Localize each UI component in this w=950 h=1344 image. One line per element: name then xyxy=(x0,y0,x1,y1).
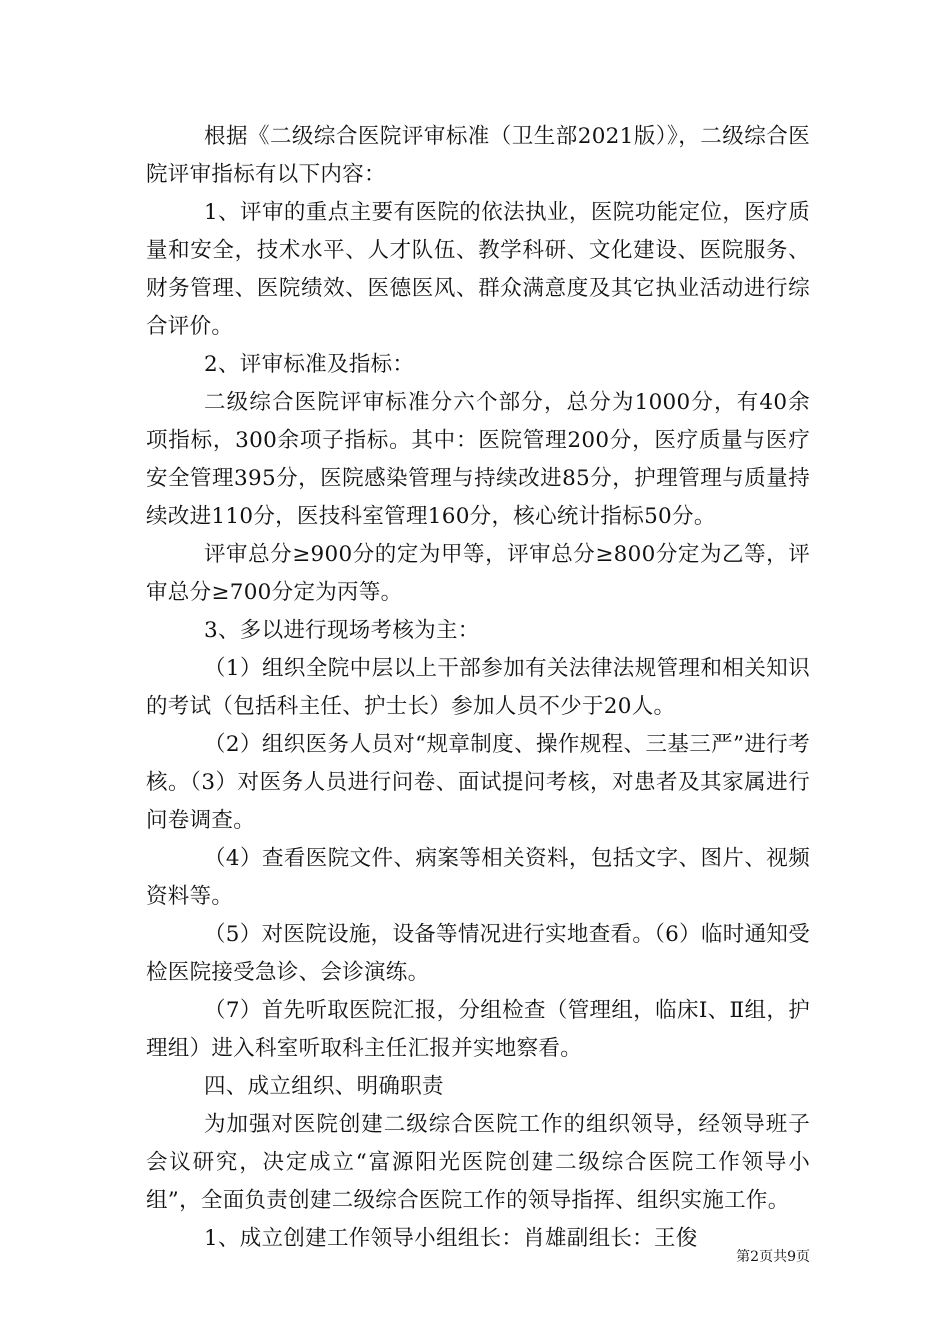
paragraph-intro: 根据《二级综合医院评审标准（卫生部2021版）》，二级综合医院评审指标有以下内容： xyxy=(146,124,810,187)
paragraph-item-5-6: （5）对医院设施，设备等情况进行实地查看。（6）临时通知受检医院接受急诊、会诊演练。 xyxy=(146,922,810,985)
paragraph-item-4: （4）查看医院文件、病案等相关资料，包括文字、图片、视频资料等。 xyxy=(146,846,810,909)
paragraph-standard-scores: 二级综合医院评审标准分六个部分，总分为1000分，有40余项指标，300余项子指标。其中：医院管理200分，医疗质量与医疗安全管理395分，医院感染管理与持续改进85分，护理管理与质量持续改进110分，医技科室管理160分，核心统计指标50分。 xyxy=(146,390,810,529)
section-heading-organization: 四、成立组织、明确职责 xyxy=(204,1074,444,1099)
paragraph-group-members: 1、成立创建工作领导小组组长：肖雄副组长：王俊 xyxy=(204,1226,698,1251)
page-number-footer: 第2页共9页 xyxy=(736,1249,810,1265)
paragraph-item-1: （1）组织全院中层以上干部参加有关法律法规管理和相关知识的考试（包括科主任、护士长）参加人员不少于20人。 xyxy=(146,656,810,719)
paragraph-review-focus: 1、评审的重点主要有医院的依法执业，医院功能定位，医疗质量和安全，技术水平、人才队伍、教学科研、文化建设、医院服务、财务管理、医院绩效、医德医风、群众满意度及其它执业活动进行综合评价。 xyxy=(146,200,810,339)
document-body xyxy=(146,118,810,1258)
paragraph-grade-thresholds: 评审总分≥900分的定为甲等，评审总分≥800分定为乙等，评审总分≥700分定为丙等。 xyxy=(146,542,810,605)
paragraph-onsite-heading: 3、多以进行现场考核为主： xyxy=(204,618,480,643)
paragraph-leadership-group: 为加强对医院创建二级综合医院工作的组织领导，经领导班子会议研究，决定成立“富源阳光医院创建二级综合医院工作领导小组”，全面负责创建二级综合医院工作的领导指挥、组织实施工作。 xyxy=(146,1112,810,1213)
paragraph-item-7: （7）首先听取医院汇报，分组检查（管理组，临床Ⅰ、Ⅱ组，护理组）进入科室听取科主任汇报并实地察看。 xyxy=(146,998,810,1061)
paragraph-item-2-3: （2）组织医务人员对“规章制度、操作规程、三基三严”进行考核。（3）对医务人员进行问卷、面试提问考核，对患者及其家属进行问卷调查。 xyxy=(146,732,810,833)
paragraph-standard-heading: 2、评审标准及指标： xyxy=(204,352,415,377)
